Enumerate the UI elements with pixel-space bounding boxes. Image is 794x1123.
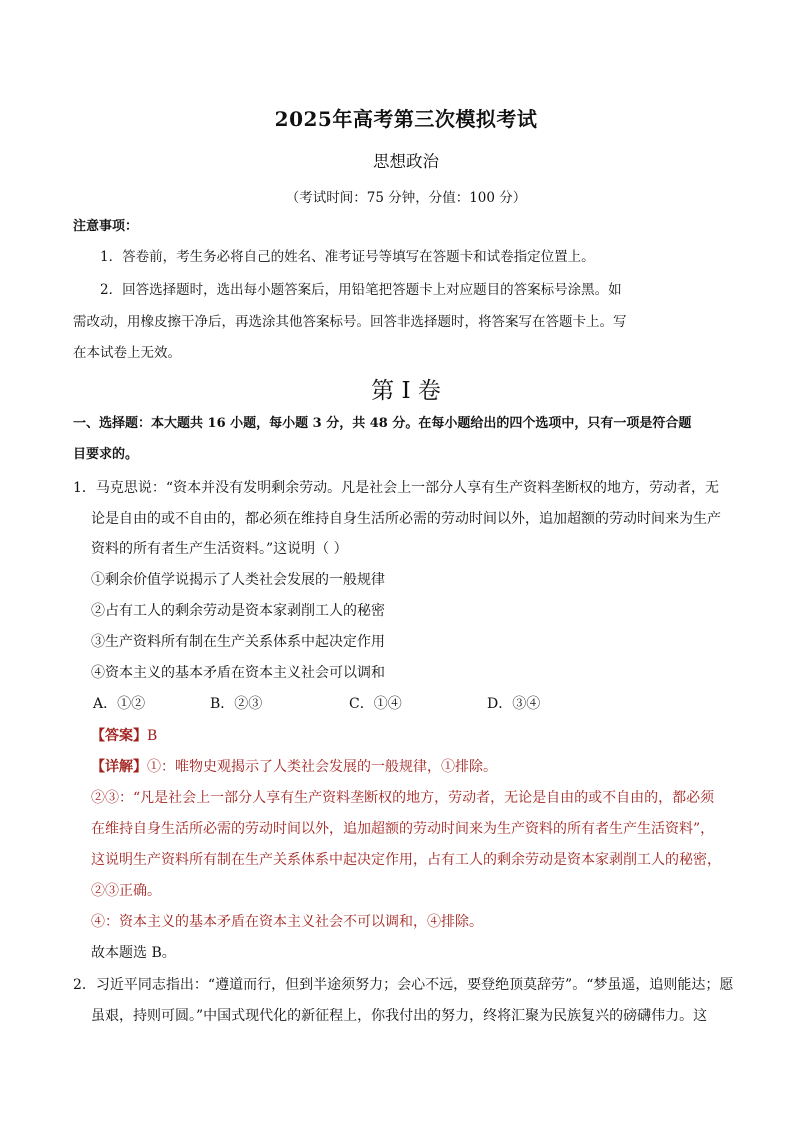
q1-statement-3: ③生产资料所有制在生产关系体系中起决定作用 (91, 634, 385, 650)
q1-option-c: C．①④ (349, 696, 402, 712)
exam-time-score: （考试时间：75 分钟，分值：100 分） (285, 190, 527, 206)
notice-item-2-line-2: 需改动，用橡皮擦干净后，再选涂其他答案标号。回答非选择题时，将答案写在答题卡上。写 (73, 314, 627, 330)
q1-answer (91, 726, 157, 746)
q1-stem-line-1: 1．马克思说：“资本并没有发明剩余劳动。凡是社会上一部分人享有生产资料垄断权的地方，劳动者，无 (73, 480, 720, 496)
answer-value: B (147, 728, 158, 744)
notice-item-2-line-1: 2．回答选择题时，选出每小题答案后，用铅笔把答题卡上对应题目的答案标号涂黑。如 (100, 282, 622, 298)
q2-stem-line-2: 虽艰，持则可圆。”中国式现代化的新征程上，你我付出的努力，终将汇聚为民族复兴的磅礴伟力。这 (91, 1008, 708, 1024)
q1-option-a: A．①② (93, 696, 146, 712)
q1-detail-line-2: ②③：“凡是社会上一部分人享有生产资料垄断权的地方，劳动者，无论是自由的或不自由的，都必须 (91, 790, 715, 806)
notice-title: 注意事项： (73, 219, 139, 234)
notice-item-1: 1．答卷前，考生务必将自己的姓名、准考证号等填写在答题卡和试卷指定位置上。 (100, 249, 595, 265)
section-title: 第 I 卷 (371, 378, 441, 404)
section-instruction-line-2: 目要求的。 (73, 447, 139, 462)
detail-label: 【详解】 (91, 759, 147, 775)
section-instruction-line-1: 一、选择题：本大题共 16 小题，每小题 3 分，共 48 分。在每小题给出的四个选项中，只有一项是符合题 (73, 416, 692, 431)
q1-option-d: D．③④ (487, 696, 541, 712)
q2-stem-line-1: 2．习近平同志指出：“遵道而行，但到半途须努力；会心不远，要登绝顶莫辞劳”。“梦虽遥，追则能达；愿 (73, 977, 734, 993)
notice-item-2-line-3: 在本试卷上无效。 (73, 345, 181, 361)
q1-stem-line-3: 资料的所有者生产生活资料。”这说明（ ） (91, 541, 348, 557)
exam-title: 2025年高考第三次模拟考试 (274, 107, 538, 131)
q1-stem-line-2: 论是自由的或不自由的，都必须在维持自身生活所必需的劳动时间以外，追加超额的劳动时间来为生产 (91, 511, 721, 527)
q1-option-b: B．②③ (210, 696, 263, 712)
answer-label: 【答案】 (91, 728, 147, 744)
q1-detail-line-5: ②③正确。 (91, 883, 161, 899)
q1-detail-line-1 (91, 757, 497, 777)
q1-detail-line-6: ④：资本主义的基本矛盾在资本主义社会不可以调和，④排除。 (91, 914, 483, 930)
q1-statement-1: ①剩余价值学说揭示了人类社会发展的一般规律 (91, 572, 385, 588)
detail-text-1: ①：唯物史观揭示了人类社会发展的一般规律，①排除。 (147, 759, 497, 775)
exam-subject: 思想政治 (373, 152, 439, 171)
q1-conclusion: 故本题选 B。 (91, 945, 176, 961)
q1-detail-line-3: 在维持自身生活所必需的劳动时间以外，追加超额的劳动时间来为生产资料的所有者生产生活资料”， (91, 821, 715, 837)
q1-statement-2: ②占有工人的剩余劳动是资本家剥削工人的秘密 (91, 603, 385, 619)
q1-statement-4: ④资本主义的基本矛盾在资本主义社会可以调和 (91, 665, 385, 681)
q1-detail-line-4: 这说明生产资料所有制在生产关系体系中起决定作用，占有工人的剩余劳动是资本家剥削工人的秘密， (91, 852, 721, 868)
